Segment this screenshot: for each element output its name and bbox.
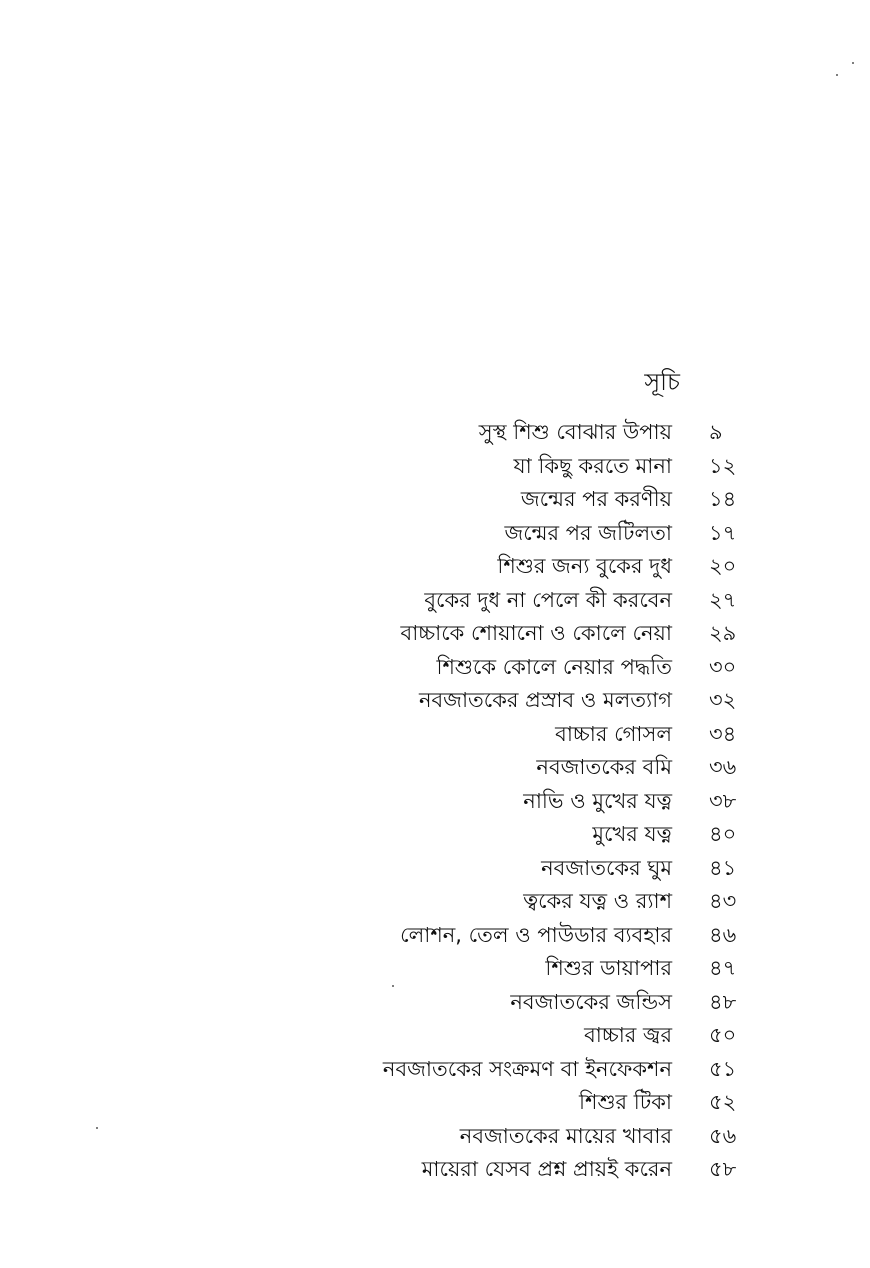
- toc-entry-page: ৩৪: [709, 721, 737, 746]
- toc-entry-title: শিশুর টিকা: [579, 1090, 672, 1114]
- toc-entry-title: শিশুর ডায়াপার: [545, 956, 672, 980]
- toc-entry-title: বাচ্চার গোসল: [555, 721, 672, 746]
- toc-entry: [0, 517, 870, 551]
- toc-entry-title: শিশুর জন্য বুকের দুধ: [497, 554, 672, 578]
- toc-entry-page: ৪৮: [709, 989, 737, 1014]
- toc-entry: [0, 1120, 870, 1154]
- toc-entry-page: ৩০: [709, 654, 737, 679]
- toc-entry-title: নবজাতকের বমি: [536, 755, 672, 779]
- toc-entry-title: নবজাতকের ঘুম: [541, 855, 672, 880]
- toc-entry: [0, 818, 870, 852]
- toc-entry-title: নবজাতকের সংক্রমণ বা ইনফেকশন: [382, 1056, 672, 1081]
- toc-entry-page: ৪৩: [709, 889, 737, 913]
- toc-entry: [0, 718, 870, 752]
- toc-entry: [0, 1153, 870, 1187]
- toc-entry: [0, 416, 870, 450]
- toc-entry-page: ১২: [709, 453, 737, 478]
- toc-entry-page: ৪৬: [709, 922, 737, 947]
- toc-entry-title: লোশন, তেল ও পাউডার ব্যবহার: [400, 922, 672, 947]
- toc-entry: [0, 1086, 870, 1120]
- toc-entry-page: ৫২: [709, 1090, 737, 1114]
- toc-entry: [0, 1019, 870, 1053]
- toc-entry-title: সুস্থ শিশু বোঝার উপায়: [478, 420, 672, 444]
- toc-entry-title: বাচ্চার জ্বর: [584, 1023, 672, 1047]
- toc-entry-title: নবজাতকের জন্ডিস: [510, 989, 672, 1014]
- scan-speck: [836, 74, 838, 76]
- scan-speck: [852, 62, 854, 64]
- toc-entry: [0, 550, 870, 584]
- toc-entry-page: ৫১: [709, 1056, 737, 1081]
- toc-entry: [0, 785, 870, 819]
- toc-entry-page: ৩৬: [709, 755, 737, 779]
- scan-speck: [392, 985, 394, 987]
- toc-entry: [0, 852, 870, 886]
- toc-entry: [0, 986, 870, 1020]
- toc-entry-page: ২০: [709, 554, 737, 578]
- toc-entry-page: ৫০: [709, 1023, 737, 1047]
- toc-entry-title: নবজাতকের প্রস্রাব ও মলত্যাগ: [418, 688, 672, 712]
- toc-entry: [0, 450, 870, 484]
- toc-entry-title: বাচ্চাকে শোয়ানো ও কোলে নেয়া: [400, 621, 672, 645]
- toc-entry: [0, 483, 870, 517]
- toc-entry-page: ৩৮: [709, 788, 737, 813]
- toc-entry-page: ৫৬: [709, 1123, 737, 1148]
- toc-entry-page: ২৭: [709, 587, 737, 612]
- toc-entry: [0, 952, 870, 986]
- toc-entry-title: জন্মের পর জটিলতা: [504, 520, 672, 545]
- toc-entry-title: মায়েরা যেসব প্রশ্ন প্রায়ই করেন: [421, 1157, 672, 1181]
- toc-entry-title: জন্মের পর করণীয়: [520, 487, 672, 511]
- toc-entry-page: ৪৭: [709, 956, 737, 980]
- toc-entry-title: নাভি ও মুখের যত্ন: [523, 788, 672, 813]
- toc-heading: সূচি: [644, 368, 680, 396]
- toc-entry-title: ত্বকের যত্ন ও র‍্যাশ: [523, 889, 672, 913]
- toc-entry-page: ৪০: [709, 822, 737, 846]
- scan-speck: [96, 1127, 98, 1129]
- toc-entry-title: বুকের দুধ না পেলে কী করবেন: [424, 587, 672, 612]
- toc-entry-title: যা কিছু করতে মানা: [513, 453, 672, 478]
- toc-entry-title: মুখের যত্ন: [592, 822, 672, 846]
- toc-entry: [0, 617, 870, 651]
- toc-entry: [0, 651, 870, 685]
- toc-entry: [0, 919, 870, 953]
- toc-entry-page: ১৪: [709, 487, 737, 511]
- toc-entry-title: শিশুকে কোলে নেয়ার পদ্ধতি: [436, 654, 672, 679]
- toc-entry: [0, 751, 870, 785]
- toc-entry-page: ৯: [709, 420, 723, 444]
- toc-entry-title: নবজাতকের মায়ের খাবার: [459, 1123, 672, 1148]
- toc-entry-page: ৪১: [709, 855, 737, 880]
- toc-entry-page: ২৯: [709, 621, 737, 645]
- toc-entry-page: ৩২: [709, 688, 737, 712]
- toc-entry: [0, 684, 870, 718]
- toc-entry: [0, 584, 870, 618]
- toc-list: [0, 416, 870, 1187]
- toc-entry-page: ৫৮: [709, 1157, 737, 1181]
- toc-entry-page: ১৭: [709, 520, 737, 545]
- toc-entry: [0, 885, 870, 919]
- toc-entry: [0, 1053, 870, 1087]
